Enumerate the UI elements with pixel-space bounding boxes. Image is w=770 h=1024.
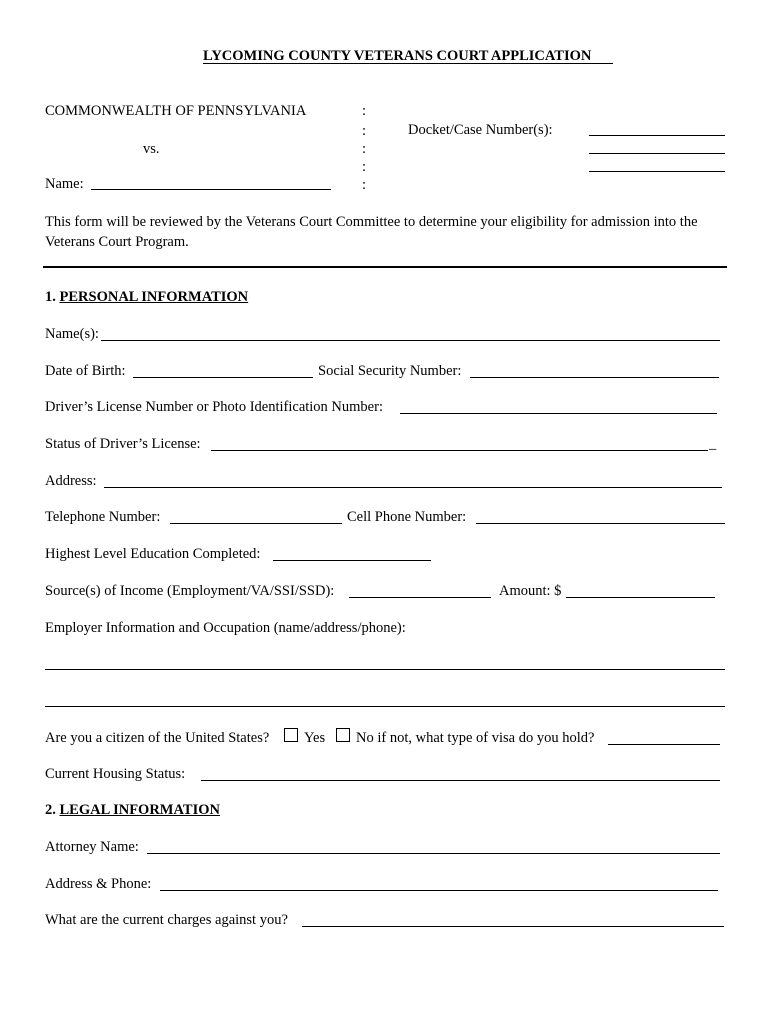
- charges-label: What are the current charges against you?: [45, 912, 288, 928]
- form-title: LYCOMING COUNTY VETERANS COURT APPLICATION: [203, 48, 592, 64]
- charges-field[interactable]: [302, 926, 724, 927]
- docket-label: Docket/Case Number(s):: [408, 122, 553, 138]
- employer-label: Employer Information and Occupation (name/address/phone):: [45, 620, 406, 636]
- cell-field[interactable]: [476, 523, 725, 524]
- education-field[interactable]: [273, 560, 431, 561]
- title-underline: [203, 63, 613, 64]
- names-field[interactable]: [101, 340, 720, 341]
- dob-field[interactable]: [133, 377, 313, 378]
- section-divider: [43, 266, 727, 268]
- license-status-label: Status of Driver’s License:: [45, 436, 201, 452]
- caption-name-field[interactable]: [91, 189, 331, 190]
- attorney-address-label: Address & Phone:: [45, 876, 152, 892]
- address-field[interactable]: [104, 487, 722, 488]
- dob-label: Date of Birth:: [45, 363, 126, 379]
- section-1-number: 1.: [45, 289, 56, 305]
- ssn-label: Social Security Number:: [318, 363, 462, 379]
- section-1-title: PERSONAL INFORMATION: [59, 289, 249, 305]
- visa-field[interactable]: [608, 744, 720, 745]
- citizen-yes-label: Yes: [304, 730, 326, 746]
- docket-field-3[interactable]: [589, 171, 725, 172]
- caption-colon: :: [362, 177, 367, 193]
- names-label: Name(s):: [45, 326, 99, 342]
- citizen-yes-checkbox[interactable]: [284, 728, 298, 742]
- income-field[interactable]: [349, 597, 491, 598]
- attorney-label: Attorney Name:: [45, 839, 139, 855]
- amount-label: Amount: $: [499, 583, 562, 599]
- caption-colon: :: [362, 141, 367, 157]
- address-label: Address:: [45, 473, 97, 489]
- license-status-field[interactable]: [211, 450, 708, 451]
- section-1-heading: [45, 290, 248, 305]
- ssn-field[interactable]: [470, 377, 719, 378]
- telephone-label: Telephone Number:: [45, 509, 161, 525]
- amount-field[interactable]: [566, 597, 715, 598]
- caption-colon: :: [362, 159, 367, 175]
- caption-name-label: Name:: [45, 176, 84, 192]
- versus-label: vs.: [143, 141, 160, 157]
- cell-label: Cell Phone Number:: [347, 509, 467, 525]
- section-2-title: LEGAL INFORMATION: [59, 802, 220, 818]
- attorney-field[interactable]: [147, 853, 720, 854]
- section-2-heading: [45, 803, 220, 818]
- employer-field-1[interactable]: [45, 669, 725, 670]
- license-number-label: Driver’s License Number or Photo Identification Number:: [45, 399, 383, 415]
- income-label: Source(s) of Income (Employment/VA/SSI/SSD):: [45, 583, 335, 599]
- intro-paragraph: This form will be reviewed by the Veterans Court Committee to determine your eligibility for admission into the Veterans Court Program.: [45, 214, 698, 250]
- citizen-no-label: No if not, what type of visa do you hold?: [356, 730, 595, 746]
- plaintiff-label: COMMONWEALTH OF PENNSYLVANIA: [45, 103, 307, 119]
- section-2-number: 2.: [45, 802, 56, 818]
- caption-colon: :: [362, 103, 367, 119]
- attorney-address-field[interactable]: [160, 890, 718, 891]
- education-label: Highest Level Education Completed:: [45, 546, 261, 562]
- housing-field[interactable]: [201, 780, 720, 781]
- citizen-no-checkbox[interactable]: [336, 728, 350, 742]
- housing-label: Current Housing Status:: [45, 766, 186, 782]
- employer-field-2[interactable]: [45, 706, 725, 707]
- docket-field-1[interactable]: [589, 135, 725, 136]
- citizen-question: Are you a citizen of the United States?: [45, 730, 270, 746]
- telephone-field[interactable]: [170, 523, 342, 524]
- docket-field-2[interactable]: [589, 153, 725, 154]
- license-status-tail: _: [709, 436, 717, 452]
- license-number-field[interactable]: [400, 413, 717, 414]
- caption-colon: :: [362, 123, 367, 139]
